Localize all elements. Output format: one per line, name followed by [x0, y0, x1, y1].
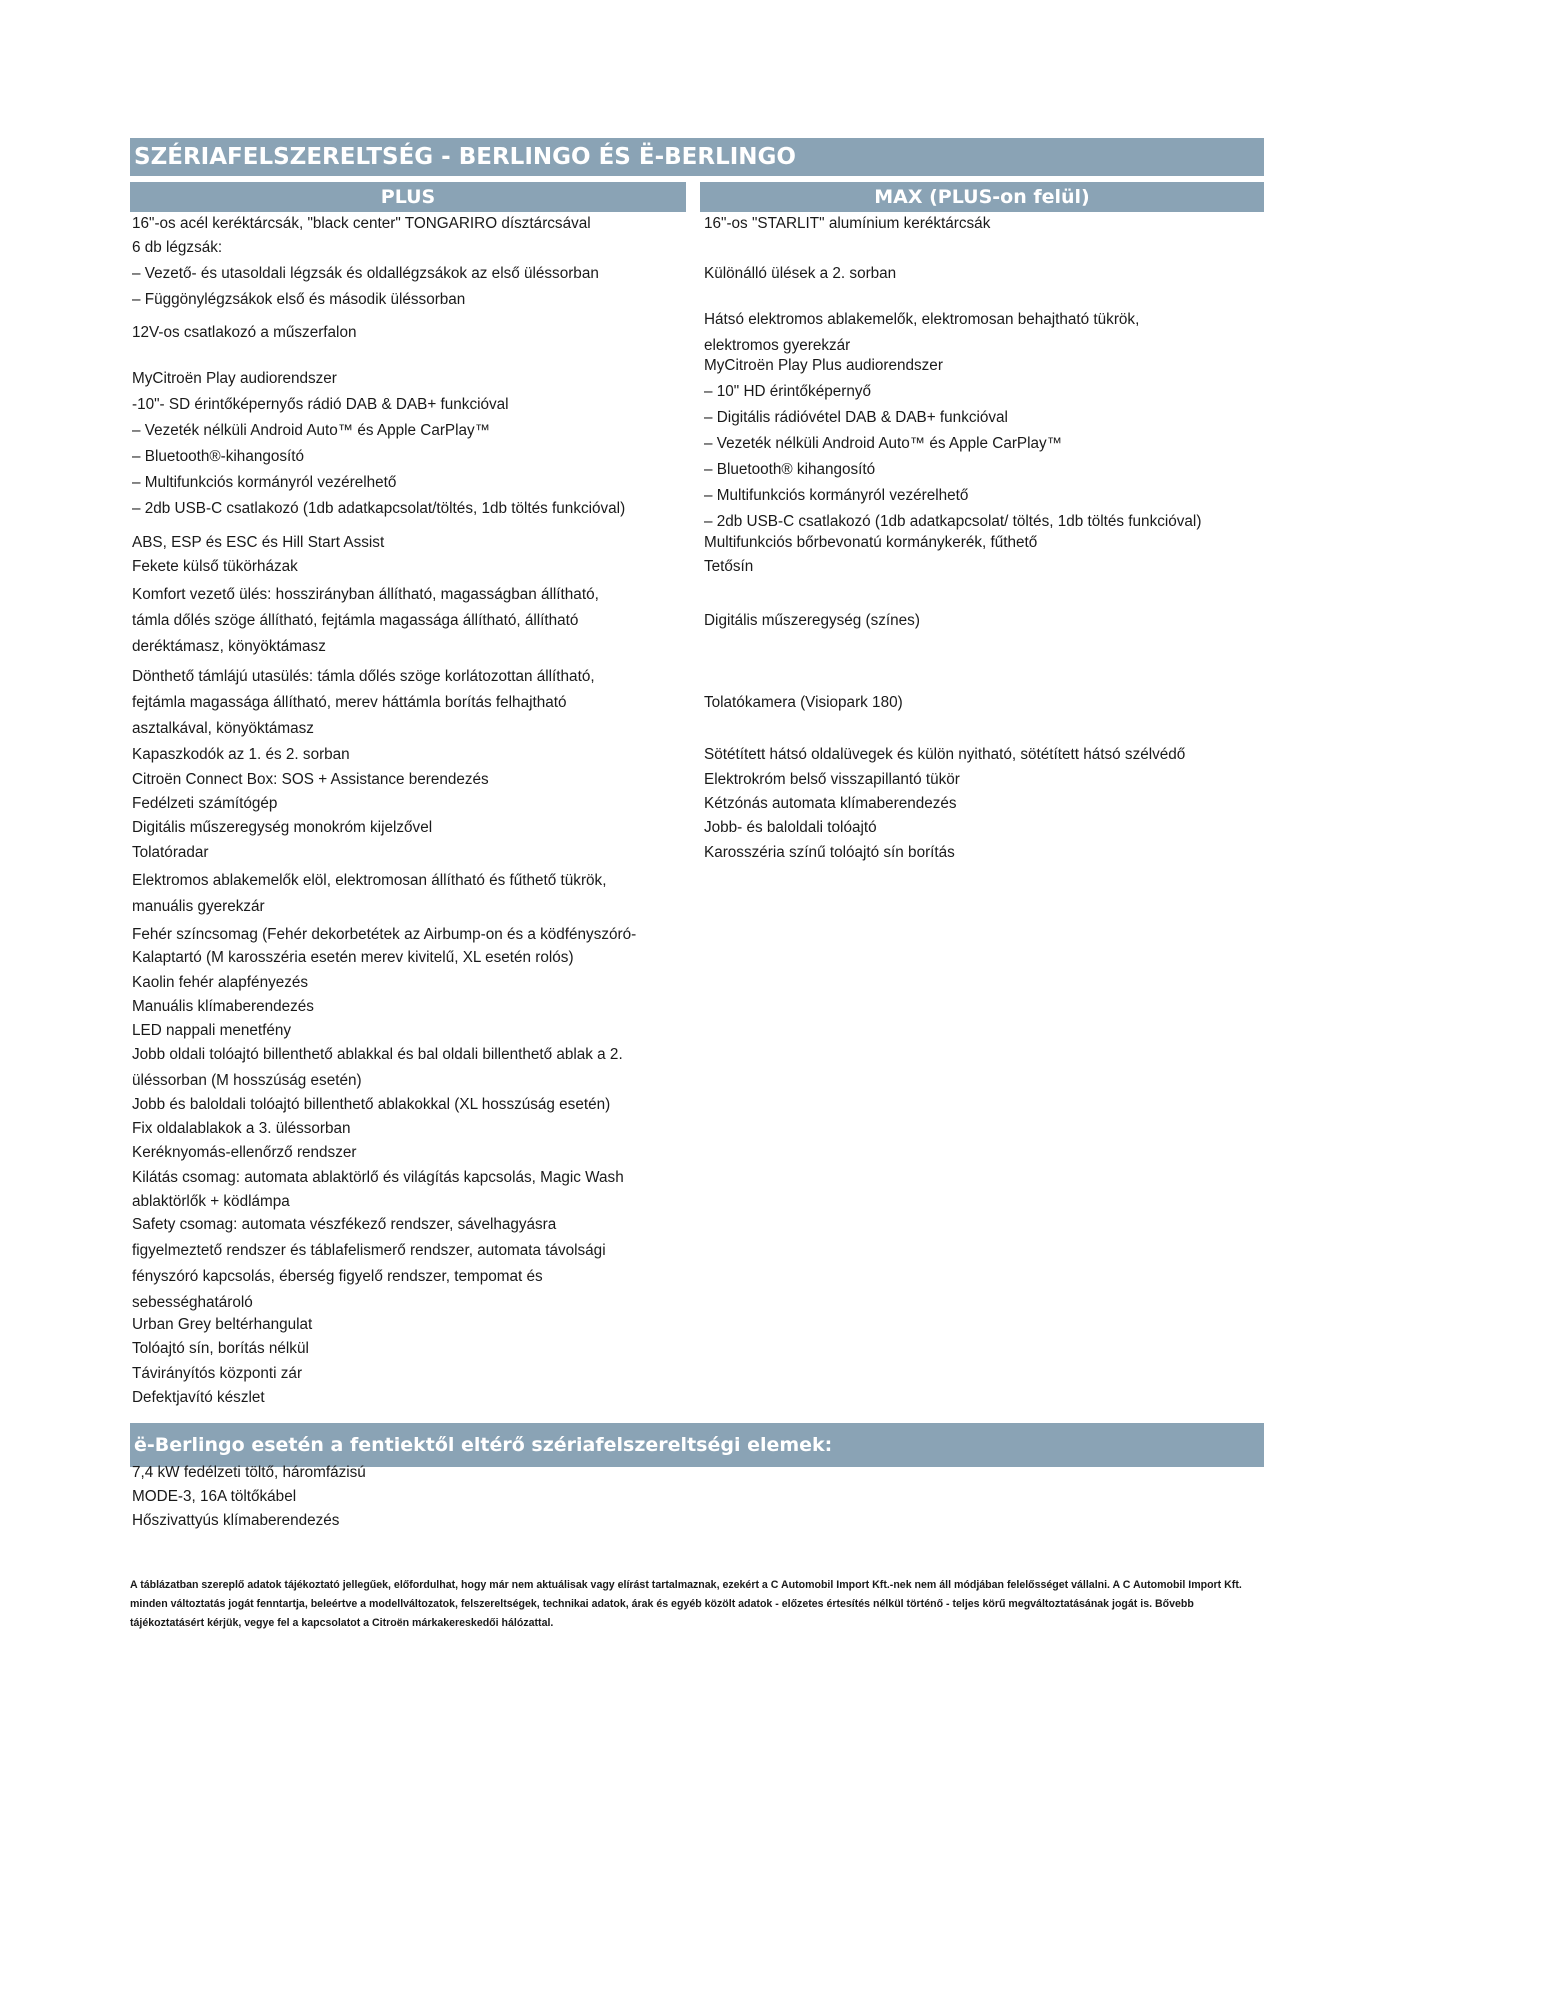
- max-item: – Vezeték nélküli Android Auto™ és Apple CarPlay™: [704, 435, 1062, 452]
- plus-item: Tolóajtó sín, borítás nélkül: [132, 1340, 309, 1357]
- max-item: 16"-os "STARLIT" alumínium keréktárcsák: [704, 215, 991, 232]
- plus-item: Safety csomag: automata vészfékező rendszer, sávelhagyásra: [132, 1216, 557, 1233]
- plus-item: – Vezető- és utasoldali légzsák és oldallégzsákok az első üléssorban: [132, 265, 599, 282]
- plus-item: Fehér színcsomag (Fehér dekorbetétek az Airbump-on és a ködfényszóró-: [132, 926, 637, 943]
- max-item: Kétzónás automata klímaberendezés: [704, 795, 957, 812]
- plus-item: asztalkával, könyöktámasz: [132, 720, 314, 737]
- max-item: – Digitális rádióvétel DAB & DAB+ funkcióval: [704, 409, 1008, 426]
- plus-item: 16"-os acél keréktárcsák, "black center" TONGARIRO dísztárcsával: [132, 215, 591, 232]
- column-header-plus: PLUS: [130, 182, 686, 212]
- plus-item: LED nappali menetfény: [132, 1022, 292, 1039]
- plus-item: – Vezeték nélküli Android Auto™ és Apple CarPlay™: [132, 422, 490, 439]
- plus-item: Jobb és baloldali tolóajtó billenthető ablakokkal (XL hosszúság esetén): [132, 1096, 611, 1113]
- max-item: – Bluetooth® kihangosító: [704, 461, 876, 478]
- column-header-max: MAX (PLUS-on felül): [700, 182, 1264, 212]
- ev-item: Hőszivattyús klímaberendezés: [132, 1512, 340, 1529]
- plus-item: Manuális klímaberendezés: [132, 998, 314, 1015]
- plus-item: Defektjavító készlet: [132, 1389, 265, 1406]
- page-title: SZÉRIAFELSZERELTSÉG - BERLINGO ÉS Ë-BERLINGO: [130, 138, 1264, 176]
- plus-item: Fix oldalablakok a 3. üléssorban: [132, 1120, 351, 1137]
- plus-item: Komfort vezető ülés: hosszirányban állítható, magasságban állítható,: [132, 586, 599, 603]
- max-item: – 10" HD érintőképernyő: [704, 383, 871, 400]
- max-item: Jobb- és baloldali tolóajtó: [704, 819, 877, 836]
- plus-item: manuális gyerekzár: [132, 898, 265, 915]
- plus-item: üléssorban (M hosszúság esetén): [132, 1072, 362, 1089]
- plus-item: – Bluetooth®-kihangosító: [132, 448, 305, 465]
- plus-item: támla dőlés szöge állítható, fejtámla magassága állítható, állítható: [132, 612, 579, 629]
- max-item: Multifunkciós bőrbevonatú kormánykerék, fűthető: [704, 534, 1038, 551]
- plus-item: Jobb oldali tolóajtó billenthető ablakkal és bal oldali billenthető ablak a 2.: [132, 1046, 623, 1063]
- max-item: Karosszéria színű tolóajtó sín borítás: [704, 844, 955, 861]
- plus-item: Dönthető támlájú utasülés: támla dőlés szöge korlátozottan állítható,: [132, 668, 595, 685]
- plus-item: – Függönylégzsákok első és második üléssorban: [132, 291, 466, 308]
- plus-item: 6 db légzsák:: [132, 239, 223, 256]
- max-item: Hátsó elektromos ablakemelők, elektromosan behajtható tükrök,: [704, 311, 1140, 328]
- disclaimer-footnote: A táblázatban szereplő adatok tájékoztató jellegűek, előfordulhat, hogy már nem aktuálisak vagy elírást tartalmaznak, ezekért a C Automobil Import Kft.-nek nem áll módjában felelősséget vállalni. A C Automobil Import Kft. minden változtatás jogát fenntartja, beleértve a modellváltozatok, felszereltségek, technikai adatok, árak és egyéb közölt adatok - előzetes értesítés nélkül történő - teljes körű megváltoztatásának jogát is. Bővebb tájékoztatásért kérjük, vegye fel a kapcsolatot a Citroën márkakereskedői hálózattal.: [130, 1579, 1242, 1629]
- ev-item: 7,4 kW fedélzeti töltő, háromfázisú: [132, 1464, 366, 1481]
- plus-item: Távirányítós központi zár: [132, 1365, 303, 1382]
- plus-item: fejtámla magassága állítható, merev háttámla borítás felhajtható: [132, 694, 567, 711]
- plus-item: Elektromos ablakemelők elöl, elektromosan állítható és fűthető tükrök,: [132, 872, 607, 889]
- max-item: Tetősín: [704, 558, 754, 575]
- plus-item: Urban Grey beltérhangulat: [132, 1316, 313, 1333]
- max-item: – 2db USB-C csatlakozó (1db adatkapcsolat/ töltés, 1db töltés funkcióval): [704, 513, 1202, 530]
- max-item: – Multifunkciós kormányról vezérelhető: [704, 487, 969, 504]
- max-item: MyCitroën Play Plus audiorendszer: [704, 357, 943, 374]
- plus-item: Kalaptartó (M karosszéria esetén merev kivitelű, XL esetén rolós): [132, 949, 574, 966]
- plus-item: Citroën Connect Box: SOS + Assistance berendezés: [132, 771, 489, 788]
- plus-item: – 2db USB-C csatlakozó (1db adatkapcsolat/töltés, 1db töltés funkcióval): [132, 500, 626, 517]
- max-item: elektromos gyerekzár: [704, 337, 851, 354]
- max-item: Sötétített hátsó oldalüvegek és külön nyitható, sötétített hátsó szélvédő: [704, 746, 1186, 763]
- plus-item: 12V-os csatlakozó a műszerfalon: [132, 324, 357, 341]
- plus-item: deréktámasz, könyöktámasz: [132, 638, 326, 655]
- max-item: Különálló ülések a 2. sorban: [704, 265, 897, 282]
- max-item: Tolatókamera (Visiopark 180): [704, 694, 903, 711]
- plus-item: MyCitroën Play audiorendszer: [132, 370, 337, 387]
- plus-item: Kilátás csomag: automata ablaktörlő és világítás kapcsolás, Magic Wash: [132, 1169, 624, 1186]
- plus-item: sebességhatároló: [132, 1294, 253, 1311]
- plus-item: Keréknyomás-ellenőrző rendszer: [132, 1144, 357, 1161]
- plus-item: ABS, ESP és ESC és Hill Start Assist: [132, 534, 385, 551]
- ev-section-title: ë-Berlingo esetén a fentiektől eltérő szériafelszereltségi elemek:: [130, 1423, 1264, 1467]
- max-item: Elektrokróm belső visszapillantó tükör: [704, 771, 960, 788]
- plus-item: Fekete külső tükörházak: [132, 558, 298, 575]
- plus-item: Fedélzeti számítógép: [132, 795, 278, 812]
- plus-item: Kapaszkodók az 1. és 2. sorban: [132, 746, 350, 763]
- plus-item: figyelmeztető rendszer és táblafelismerő rendszer, automata távolsági: [132, 1242, 606, 1259]
- plus-item: ablaktörlők + ködlámpa: [132, 1193, 290, 1210]
- max-item: Digitális műszeregység (színes): [704, 612, 920, 629]
- plus-item: -10"- SD érintőképernyős rádió DAB & DAB+ funkcióval: [132, 396, 509, 413]
- plus-item: – Multifunkciós kormányról vezérelhető: [132, 474, 397, 491]
- ev-item: MODE-3, 16A töltőkábel: [132, 1488, 297, 1505]
- plus-item: Kaolin fehér alapfényezés: [132, 974, 309, 991]
- plus-item: Digitális műszeregység monokróm kijelzővel: [132, 819, 433, 836]
- plus-item: Tolatóradar: [132, 844, 209, 861]
- plus-item: fényszóró kapcsolás, éberség figyelő rendszer, tempomat és: [132, 1268, 543, 1285]
